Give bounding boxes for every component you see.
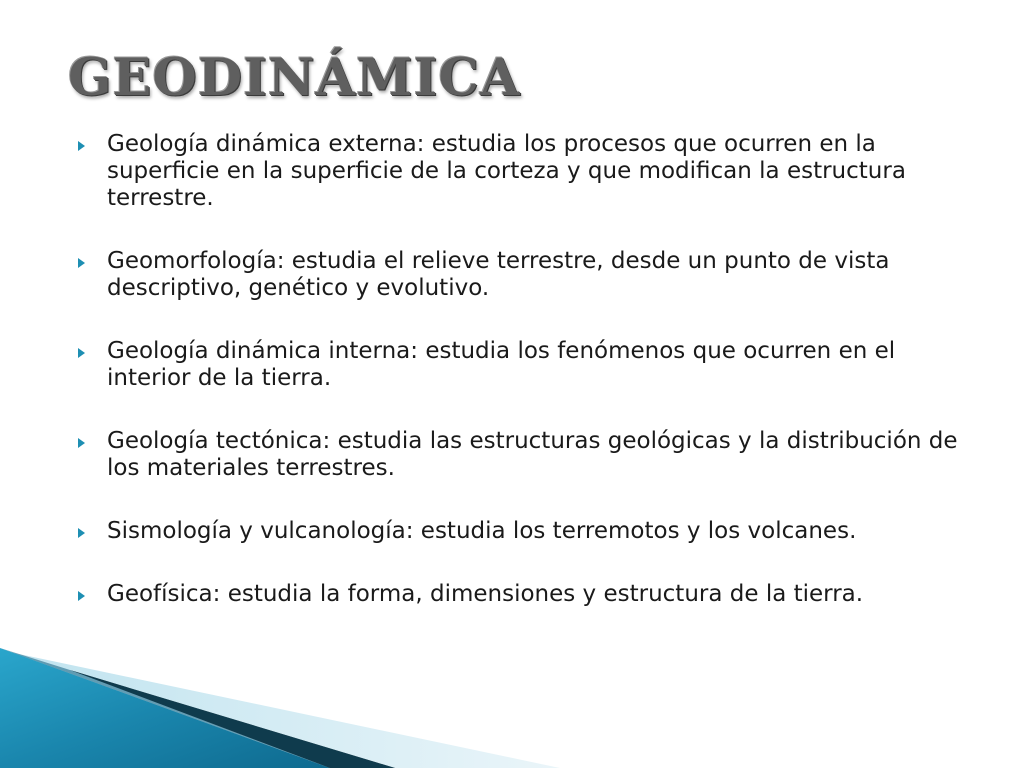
arrow-bullet-icon: [78, 438, 85, 448]
arrow-bullet-icon: [78, 258, 85, 268]
arrow-bullet-icon: [78, 141, 85, 151]
slide-title: GEODINÁMICA: [68, 48, 521, 108]
arrow-bullet-icon: [78, 348, 85, 358]
bullet-text: Sismología y vulcanología: estudia los terremotos y los volcanes.: [107, 518, 857, 544]
bullet-text: Geología dinámica interna: estudia los fenómenos que ocurren en el interior de la tierra.: [107, 338, 896, 391]
bullet-item: [78, 428, 978, 482]
bullet-item: [78, 131, 978, 212]
bullet-text: Geología tectónica: estudia las estructuras geológicas y la distribución de los materiales terrestres.: [107, 428, 958, 481]
bullet-list: [78, 131, 978, 644]
arrow-bullet-icon: [78, 528, 85, 538]
bullet-text: Geomorfología: estudia el relieve terrestre, desde un punto de vista descriptivo, genético y evolutivo.: [107, 248, 890, 301]
arrow-bullet-icon: [78, 591, 85, 601]
bullet-item: [78, 248, 978, 302]
bullet-item: [78, 581, 978, 608]
decorative-swoosh: [0, 630, 1024, 768]
bullet-text: Geología dinámica externa: estudia los procesos que ocurren en la superficie en la superficie de la corteza y que modifican la estructura terrestre.: [107, 131, 906, 211]
bullet-text: Geofísica: estudia la forma, dimensiones y estructura de la tierra.: [107, 581, 864, 607]
bullet-item: [78, 518, 978, 545]
bullet-item: [78, 338, 978, 392]
